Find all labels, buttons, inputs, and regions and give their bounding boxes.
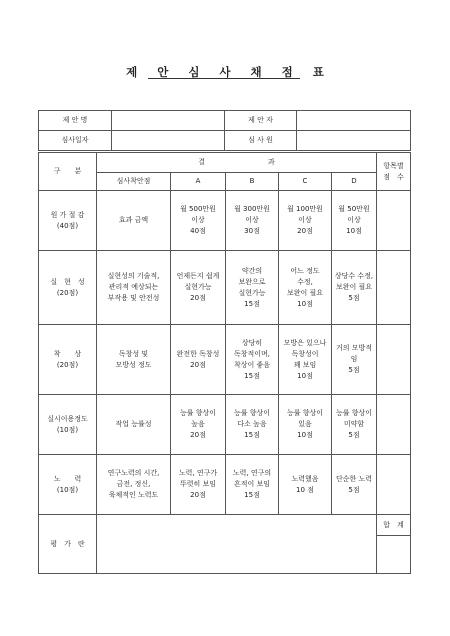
result-header: 결 과 <box>97 153 377 173</box>
item-score-header: 항목별 점 수 <box>377 153 411 191</box>
score-field[interactable] <box>377 455 411 515</box>
row-criteria: 실현성의 기술적, 관리적 예상되는 부작용 및 안전성 <box>97 251 171 325</box>
grade-d-cell: 월 50만원 이상 10점 <box>332 191 377 251</box>
grade-c-cell: 모방은 있으나 독창성이 꽤 보임 10점 <box>279 325 332 395</box>
score-field[interactable] <box>377 325 411 395</box>
grade-c-cell: 능률 향상이 있음 10점 <box>279 395 332 455</box>
total-score-field[interactable] <box>377 536 411 574</box>
grade-c-header: C <box>279 173 332 191</box>
grade-d-cell: 거의 모방적임 5점 <box>332 325 377 395</box>
table-row <box>39 455 411 515</box>
proposer-field[interactable] <box>297 111 411 131</box>
table-row <box>39 191 411 251</box>
scoring-table <box>38 152 411 574</box>
info-table <box>38 110 411 151</box>
title-underline <box>148 78 300 79</box>
grade-b-cell: 상당히 독창적이며, 착상이 좋음 15점 <box>226 325 279 395</box>
grade-a-cell: 노력, 연구가 뚜렷히 보임 20점 <box>171 455 226 515</box>
grade-c-cell: 월 100만원 이상 20점 <box>279 191 332 251</box>
evaluation-label: 평 가 란 <box>39 515 97 574</box>
grade-a-cell: 월 500만원 이상 40점 <box>171 191 226 251</box>
reviewer-label: 심 사 원 <box>225 131 297 151</box>
grade-a-cell: 언제든지 쉽게 실현가능 20점 <box>171 251 226 325</box>
row-criteria: 효과 금액 <box>97 191 171 251</box>
grade-b-cell: 월 300만원 이상 30점 <box>226 191 279 251</box>
criteria-header: 심사착안점 <box>97 173 171 191</box>
page-title: 제 안 심 사 채 점 표 <box>126 65 332 79</box>
score-field[interactable] <box>377 395 411 455</box>
row-name: 실시이용정도 (10점) <box>39 395 97 455</box>
review-date-field[interactable] <box>112 131 225 151</box>
table-row <box>39 395 411 455</box>
evaluation-field[interactable] <box>97 515 377 574</box>
grade-b-header: B <box>226 173 279 191</box>
grade-d-cell: 능률 향상이 미약함 5점 <box>332 395 377 455</box>
row-name: 실 현 성 (20점) <box>39 251 97 325</box>
row-criteria: 독창성 및 모방성 정도 <box>97 325 171 395</box>
review-date-label: 심사일자 <box>39 131 112 151</box>
row-name: 착 상 (20점) <box>39 325 97 395</box>
grade-d-cell: 단순한 노력 5점 <box>332 455 377 515</box>
category-header: 구 분 <box>39 153 97 191</box>
grade-b-cell: 노력, 연구의 흔적이 보임 15점 <box>226 455 279 515</box>
row-criteria: 연구노력의 시간, 금전, 정신, 육체적인 노력도 <box>97 455 171 515</box>
row-name: 노 력 (10점) <box>39 455 97 515</box>
proposal-name-field[interactable] <box>112 111 225 131</box>
grade-b-cell: 약간의 보완으로 실현가능 15점 <box>226 251 279 325</box>
table-row <box>39 325 411 395</box>
grade-c-cell: 노력했음 10 점 <box>279 455 332 515</box>
reviewer-field[interactable] <box>297 131 411 151</box>
proposer-label: 제 안 자 <box>225 111 297 131</box>
grade-d-header: D <box>332 173 377 191</box>
row-name: 원 가 절 감 (40점) <box>39 191 97 251</box>
row-criteria: 작업 능률성 <box>97 395 171 455</box>
proposal-name-label: 제 안 명 <box>39 111 112 131</box>
score-field[interactable] <box>377 251 411 325</box>
grade-a-header: A <box>171 173 226 191</box>
total-label: 합 계 <box>377 515 411 536</box>
grade-d-cell: 상당수 수정, 보완이 필요 5점 <box>332 251 377 325</box>
grade-b-cell: 능률 향상이 다소 높음 15점 <box>226 395 279 455</box>
grade-a-cell: 완전한 독창성 20점 <box>171 325 226 395</box>
score-field[interactable] <box>377 191 411 251</box>
grade-c-cell: 어느 정도 수정, 보완이 필요 10점 <box>279 251 332 325</box>
grade-a-cell: 능률 향상이 높음 20점 <box>171 395 226 455</box>
table-row <box>39 251 411 325</box>
